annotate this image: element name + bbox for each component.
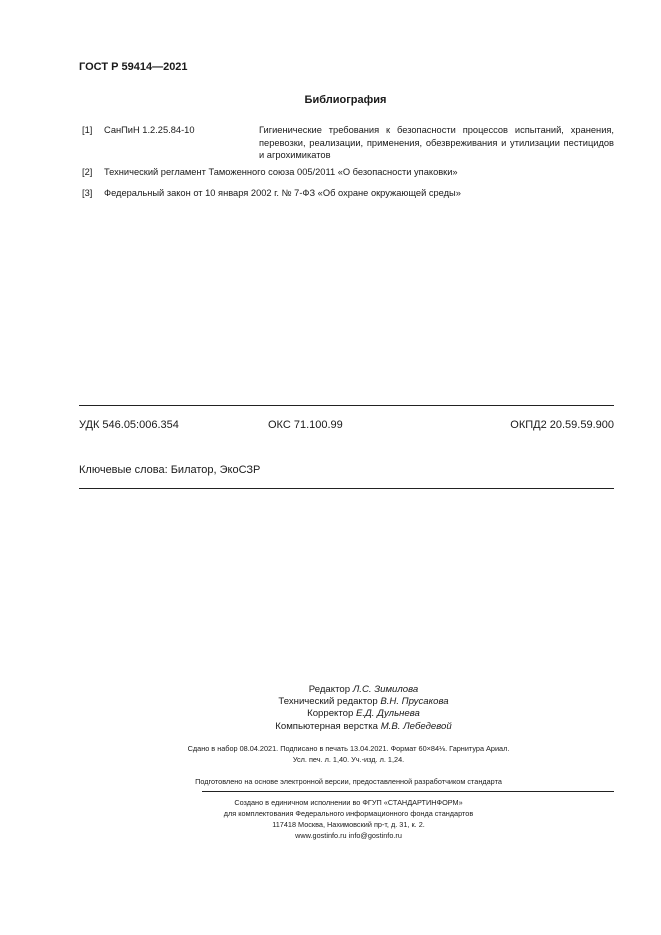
print-info-line-2: Усл. печ. л. 1,40. Уч.-изд. л. 1,24. (292, 755, 405, 764)
divider-publisher (202, 791, 614, 792)
prepared-note: Подготовлено на основе электронной версии, предоставленной разработчиком стандарта (195, 777, 502, 786)
publisher-line-1: Создано в единичном исполнении во ФГУП «СТАНДАРТИНФОРМ» (234, 798, 463, 807)
bibliography-entry-2-number: [2] (82, 167, 93, 177)
oks-code: ОКС 71.100.99 (268, 419, 343, 431)
keywords: Ключевые слова: Билатор, ЭкоСЗР (79, 464, 261, 476)
bibliography-entry-3-number: [3] (82, 188, 93, 198)
okpd-code: ОКПД2 20.59.59.900 (510, 419, 614, 431)
bibliography-entry-1-source: СанПиН 1.2.25.84-10 (104, 125, 195, 135)
credit-layout: Компьютерная верстка М.В. Лебедевой (275, 720, 452, 732)
credits-block (0, 684, 661, 733)
bibliography-title: Библиография (304, 94, 387, 106)
publisher-line-3: 117418 Москва, Нахимовский пр-т, д. 31, к. 2. (272, 820, 425, 829)
credit-corrector: Корректор Е.Д. Дульнева (307, 708, 420, 720)
publisher-line-2: для комплектования Федерального информационного фонда стандартов (223, 809, 474, 818)
publisher-block (0, 797, 661, 841)
divider-bottom (79, 488, 614, 489)
bibliography-entry-1-description: Гигиенические требования к безопасности процессов испытаний, хранения, перевозки, реализации, применения, обезвреживания и утилизации пестицидов и агрохимикатов (259, 125, 614, 161)
print-info-line-1: Сдано в набор 08.04.2021. Подписано в печать 13.04.2021. Формат 60×84⅛. Гарнитура Ариал. (187, 744, 510, 753)
bibliography-entry-1-number: [1] (82, 125, 93, 135)
publisher-line-4: www.gostinfo.ru info@gostinfo.ru (295, 831, 402, 840)
bibliography-entry-2-source: Технический регламент Таможенного союза 005/2011 «О безопасности упаковки» (104, 167, 458, 177)
document-code: ГОСТ Р 59414—2021 (79, 61, 188, 73)
udk-code: УДК 546.05:006.354 (79, 419, 179, 431)
divider-top (79, 405, 614, 406)
print-info (0, 743, 661, 765)
credit-editor: Редактор Л.С. Зимилова (308, 684, 419, 695)
credit-tech-editor: Технический редактор В.Н. Прусакова (278, 696, 449, 708)
bibliography-entry-3-source: Федеральный закон от 10 января 2002 г. № 7-ФЗ «Об охране окружающей среды» (104, 188, 461, 198)
